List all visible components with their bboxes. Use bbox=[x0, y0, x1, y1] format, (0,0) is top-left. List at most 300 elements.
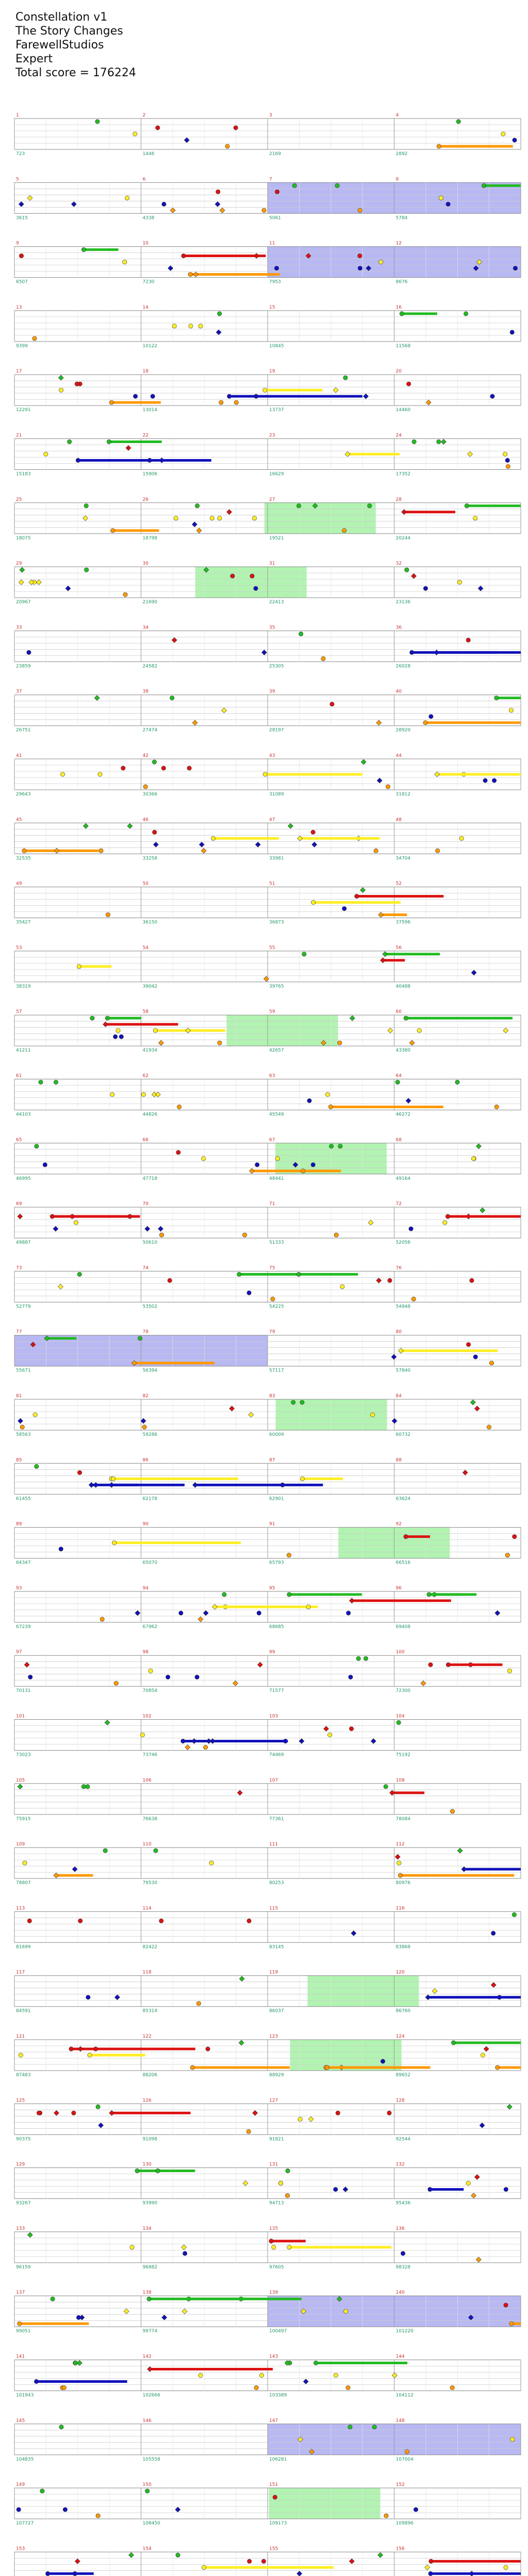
hopo-note bbox=[168, 266, 173, 271]
sustain-note bbox=[252, 1170, 341, 1172]
note bbox=[32, 336, 37, 341]
hopo-note bbox=[18, 1418, 23, 1423]
note bbox=[302, 952, 306, 956]
hopo-note bbox=[98, 2123, 104, 2128]
measure-number: 46 bbox=[142, 817, 148, 823]
measure-score: 14460 bbox=[395, 408, 411, 413]
sustain-note bbox=[215, 1605, 283, 1608]
measure-score: 102666 bbox=[142, 2393, 160, 2398]
note bbox=[406, 382, 410, 386]
note bbox=[473, 1355, 477, 1359]
measure-score: 99051 bbox=[16, 2329, 31, 2334]
measure-score: 72300 bbox=[395, 1688, 411, 1694]
note bbox=[81, 1785, 86, 1789]
note bbox=[153, 1028, 157, 1032]
hopo-note bbox=[378, 912, 384, 918]
hopo-note bbox=[255, 842, 260, 847]
note bbox=[278, 2181, 283, 2185]
hopo-note bbox=[19, 580, 24, 585]
sustain-note bbox=[149, 2298, 246, 2300]
measure-number: 134 bbox=[142, 2226, 152, 2231]
measure-score: 51333 bbox=[269, 1240, 284, 1246]
note bbox=[261, 2559, 266, 2563]
measure-number: 15 bbox=[269, 304, 275, 310]
note bbox=[195, 1675, 199, 1679]
note bbox=[43, 1163, 47, 1167]
measure-score: 58563 bbox=[16, 1432, 31, 1437]
hopo-note bbox=[237, 1790, 242, 1795]
measure-number: 131 bbox=[269, 2162, 278, 2167]
hopo-note bbox=[392, 2373, 397, 2378]
measure-score: 57117 bbox=[269, 1368, 284, 1374]
note bbox=[505, 1553, 509, 1557]
measure-score: 8676 bbox=[395, 279, 408, 285]
measure-score: 57840 bbox=[395, 1368, 411, 1374]
measure-score: 77361 bbox=[269, 1816, 284, 1822]
measure-score: 23859 bbox=[16, 664, 31, 669]
note bbox=[273, 2495, 277, 2499]
measure-number: 6 bbox=[142, 177, 146, 182]
measure-number: 156 bbox=[395, 2546, 405, 2552]
measure-number: 24 bbox=[395, 433, 402, 438]
hopo-note bbox=[298, 836, 303, 841]
note bbox=[88, 2053, 92, 2057]
measure-number: 40 bbox=[395, 689, 402, 694]
note bbox=[188, 272, 192, 276]
hopo-note bbox=[480, 2123, 485, 2128]
measure-number: 10 bbox=[142, 241, 148, 246]
note bbox=[338, 1144, 342, 1148]
measure-score: 95436 bbox=[395, 2200, 411, 2206]
hopo-note bbox=[105, 1720, 110, 1725]
measure-number: 130 bbox=[142, 2162, 152, 2167]
note bbox=[227, 394, 232, 398]
measure-number: 154 bbox=[142, 2546, 152, 2552]
note bbox=[457, 580, 461, 584]
measure-score: 65793 bbox=[269, 1560, 284, 1566]
measure-number: 116 bbox=[395, 1906, 405, 1911]
hopo-note bbox=[175, 2507, 180, 2512]
sustain-note bbox=[195, 1484, 323, 1486]
note bbox=[111, 1477, 115, 1481]
sustain-note bbox=[150, 2368, 273, 2370]
note bbox=[446, 202, 450, 206]
measure-number: 55 bbox=[269, 945, 275, 951]
measure-number: 17 bbox=[16, 369, 22, 375]
note bbox=[409, 650, 414, 654]
note bbox=[34, 2379, 38, 2383]
hopo-note bbox=[155, 1092, 160, 1097]
measure-number: 30 bbox=[142, 561, 148, 567]
hopo-note bbox=[432, 1989, 437, 1994]
hopo-note bbox=[229, 1406, 235, 1411]
hopo-note bbox=[350, 1015, 355, 1021]
note bbox=[287, 1553, 291, 1557]
measure-number: 76 bbox=[395, 1265, 402, 1271]
measure-number: 12 bbox=[395, 241, 402, 246]
note bbox=[84, 568, 88, 572]
measure-number: 145 bbox=[16, 2418, 25, 2424]
note bbox=[225, 144, 229, 148]
note bbox=[325, 2065, 329, 2070]
note bbox=[33, 1413, 37, 1417]
note bbox=[505, 458, 509, 462]
hopo-note bbox=[78, 2046, 83, 2052]
note bbox=[242, 1233, 246, 1237]
measure-number: 148 bbox=[395, 2418, 405, 2424]
note bbox=[427, 1592, 431, 1597]
sustain-note bbox=[79, 965, 111, 968]
note bbox=[404, 1016, 408, 1020]
sustain-note bbox=[213, 837, 279, 840]
measure-number: 67 bbox=[269, 1137, 275, 1143]
note bbox=[292, 183, 296, 188]
measure-number: 22 bbox=[142, 433, 148, 438]
note bbox=[346, 1611, 350, 1615]
measure-number: 126 bbox=[142, 2098, 152, 2104]
measure-score: 2892 bbox=[395, 151, 408, 157]
measure-number: 138 bbox=[142, 2290, 152, 2296]
note bbox=[409, 1227, 413, 1231]
measure-number: 122 bbox=[142, 2034, 152, 2039]
hopo-note bbox=[364, 394, 369, 399]
measure-number: 79 bbox=[269, 1329, 275, 1335]
measure-number: 146 bbox=[142, 2418, 152, 2424]
measure-number: 9 bbox=[16, 241, 19, 246]
note bbox=[247, 1919, 251, 1923]
hopo-note bbox=[127, 823, 133, 828]
sustain-note bbox=[192, 2066, 290, 2069]
measure-score: 54225 bbox=[269, 1304, 284, 1310]
note bbox=[67, 439, 71, 444]
sustain-note bbox=[184, 255, 266, 257]
hopo-note bbox=[109, 2110, 114, 2115]
note bbox=[234, 400, 238, 404]
sustain-note bbox=[114, 1541, 241, 1544]
note bbox=[423, 721, 427, 725]
sustain-note bbox=[300, 837, 380, 840]
measure-number: 28 bbox=[395, 497, 402, 502]
sustain-note bbox=[431, 2572, 521, 2575]
measure-score: 12291 bbox=[16, 408, 31, 413]
note bbox=[130, 2245, 134, 2249]
note bbox=[199, 324, 203, 328]
measure-number: 102 bbox=[142, 1714, 152, 1719]
hopo-note bbox=[145, 1226, 150, 1231]
measure-score: 91098 bbox=[142, 2137, 158, 2142]
measure-score: 80976 bbox=[395, 1880, 411, 1886]
measure-number: 132 bbox=[395, 2162, 405, 2167]
measure-score: 63624 bbox=[395, 1496, 411, 1502]
note bbox=[343, 376, 348, 380]
note bbox=[404, 1534, 408, 1538]
note bbox=[397, 1861, 401, 1865]
measure-score: 75192 bbox=[395, 1752, 411, 1758]
note bbox=[395, 1080, 400, 1084]
sustain-note bbox=[425, 721, 521, 724]
note bbox=[334, 2187, 338, 2191]
sustain-note bbox=[448, 1215, 521, 1218]
hopo-note bbox=[20, 567, 25, 572]
measure-number: 63 bbox=[269, 1073, 275, 1079]
measure-score: 80253 bbox=[269, 1880, 284, 1886]
note bbox=[159, 1919, 163, 1923]
sustain-note bbox=[150, 459, 180, 462]
measure-score: 49164 bbox=[395, 1176, 411, 1181]
measure-number: 50 bbox=[142, 881, 148, 887]
measure-score: 35427 bbox=[16, 920, 31, 925]
measure-number: 66 bbox=[142, 1137, 148, 1143]
note bbox=[510, 330, 514, 334]
hopo-note bbox=[192, 522, 197, 527]
hopo-note bbox=[398, 1348, 403, 1353]
hopo-note bbox=[288, 823, 293, 828]
hopo-note bbox=[192, 720, 197, 725]
sustain-note bbox=[48, 2572, 94, 2575]
note bbox=[86, 1995, 90, 1999]
measure-score: 60009 bbox=[269, 1432, 284, 1437]
measure-score: 101220 bbox=[395, 2329, 414, 2334]
measure-score: 10845 bbox=[269, 343, 284, 349]
note bbox=[494, 1105, 499, 1109]
note bbox=[349, 1726, 353, 1731]
measure-score: 2169 bbox=[269, 151, 281, 157]
note bbox=[397, 1720, 401, 1724]
note bbox=[62, 2385, 66, 2389]
note bbox=[504, 2187, 508, 2191]
measure-number: 56 bbox=[395, 945, 402, 951]
measure-number: 35 bbox=[269, 625, 275, 631]
measure-number: 72 bbox=[395, 1201, 402, 1207]
note bbox=[107, 439, 111, 444]
note bbox=[311, 830, 315, 834]
note bbox=[22, 849, 26, 853]
sustain-note bbox=[498, 2066, 521, 2069]
measure-score: 5061 bbox=[269, 215, 281, 221]
note bbox=[147, 458, 152, 462]
note bbox=[195, 504, 199, 508]
hopo-note bbox=[233, 1681, 238, 1686]
note bbox=[72, 2111, 76, 2115]
measure-score: 73746 bbox=[142, 1752, 158, 1758]
note bbox=[300, 1400, 304, 1404]
measure-number: 136 bbox=[395, 2226, 405, 2231]
measure-number: 31 bbox=[269, 561, 275, 567]
note bbox=[455, 1080, 459, 1084]
sustain-note bbox=[106, 1023, 178, 1026]
measure-number: 144 bbox=[395, 2354, 405, 2360]
measure-number: 92 bbox=[395, 1521, 402, 1527]
hopo-note bbox=[371, 1739, 376, 1744]
note bbox=[263, 772, 267, 776]
hopo-note bbox=[491, 1982, 496, 1988]
measure-number: 149 bbox=[16, 2482, 25, 2488]
note bbox=[133, 132, 137, 136]
hopo-note bbox=[388, 1028, 393, 1033]
sustain-note bbox=[90, 2054, 145, 2057]
measure-score: 26028 bbox=[395, 664, 411, 669]
sustain-note bbox=[448, 1664, 502, 1666]
hopo-note bbox=[476, 1144, 481, 1149]
note bbox=[145, 2489, 149, 2493]
measure-score: 69408 bbox=[395, 1624, 411, 1630]
note bbox=[206, 2047, 210, 2051]
note bbox=[296, 1272, 301, 1276]
hopo-note bbox=[349, 2558, 354, 2564]
measure-score: 93990 bbox=[142, 2200, 158, 2206]
measure-score: 96882 bbox=[142, 2264, 158, 2270]
note bbox=[384, 1785, 388, 1789]
hopo-note bbox=[18, 1784, 23, 1789]
note bbox=[299, 632, 303, 636]
note bbox=[45, 2571, 50, 2575]
measure-number: 133 bbox=[16, 2226, 25, 2231]
measure-number: 86 bbox=[142, 1458, 148, 1463]
measure-number: 77 bbox=[16, 1329, 22, 1335]
measure-score: 109173 bbox=[269, 2521, 287, 2527]
measure-number: 26 bbox=[142, 497, 148, 502]
note bbox=[143, 785, 147, 789]
note bbox=[428, 2571, 433, 2575]
sustain-note bbox=[402, 312, 437, 315]
measure-score: 75915 bbox=[16, 1816, 31, 1822]
hopo-note bbox=[103, 1022, 108, 1027]
measure-number: 120 bbox=[395, 1970, 405, 1975]
measure-number: 64 bbox=[395, 1073, 402, 1079]
note bbox=[172, 324, 176, 328]
note bbox=[280, 1483, 285, 1487]
measure-score: 33258 bbox=[142, 856, 158, 861]
sustain-note bbox=[406, 1535, 430, 1538]
measure-score: 86037 bbox=[269, 2008, 284, 2014]
note bbox=[386, 785, 390, 789]
note bbox=[271, 1297, 275, 1301]
note bbox=[255, 1163, 259, 1167]
note bbox=[237, 1272, 241, 1276]
note bbox=[450, 2385, 454, 2389]
measure-score: 34704 bbox=[395, 856, 411, 861]
note bbox=[154, 1849, 158, 1853]
measure-score: 36873 bbox=[269, 920, 284, 925]
sustain-note bbox=[404, 511, 455, 513]
measure-score: 90375 bbox=[16, 2137, 31, 2142]
measure-score: 83145 bbox=[269, 1944, 284, 1950]
note bbox=[187, 766, 191, 770]
measure-score: 1446 bbox=[142, 151, 155, 157]
sustain-note bbox=[52, 1215, 140, 1218]
note bbox=[437, 439, 441, 444]
measure-number: 100 bbox=[395, 1650, 405, 1655]
hopo-note bbox=[222, 708, 227, 713]
hopo-note bbox=[54, 1873, 59, 1878]
note bbox=[222, 1592, 226, 1597]
measure-number: 80 bbox=[395, 1329, 402, 1335]
measure-score: 32535 bbox=[16, 856, 31, 861]
hopo-note bbox=[461, 1867, 467, 1872]
note bbox=[414, 2507, 418, 2512]
sustain-note bbox=[437, 773, 521, 776]
measure-score: 74469 bbox=[269, 1752, 284, 1758]
hopo-note bbox=[495, 1611, 500, 1616]
note bbox=[364, 1656, 368, 1660]
note bbox=[103, 1849, 107, 1853]
note bbox=[109, 400, 113, 404]
note bbox=[285, 2193, 289, 2197]
note bbox=[140, 1733, 144, 1737]
note bbox=[398, 1873, 402, 1877]
sustain-note bbox=[484, 184, 521, 187]
hopo-note bbox=[53, 1226, 58, 1231]
measure-number: 25 bbox=[16, 497, 22, 502]
measure-number: 11 bbox=[269, 241, 275, 246]
measure-score: 96159 bbox=[16, 2264, 31, 2270]
hopo-note bbox=[220, 208, 225, 213]
note bbox=[512, 1912, 516, 1917]
hopo-note bbox=[457, 1848, 463, 1853]
hopo-note bbox=[27, 2232, 32, 2238]
note bbox=[77, 1272, 81, 1276]
note bbox=[159, 1233, 163, 1237]
note bbox=[343, 2309, 348, 2313]
measure-number: 141 bbox=[16, 2354, 25, 2360]
hopo-note bbox=[257, 1662, 262, 1667]
note bbox=[492, 778, 496, 783]
note bbox=[77, 1470, 81, 1475]
sustain-note bbox=[430, 2188, 464, 2191]
hopo-note bbox=[391, 1354, 397, 1360]
hopo-note bbox=[480, 1208, 485, 1213]
sustain-note bbox=[439, 145, 513, 148]
note bbox=[209, 1861, 213, 1865]
measure-number: 62 bbox=[142, 1073, 148, 1079]
note bbox=[116, 1028, 120, 1032]
star-power-region bbox=[226, 1015, 338, 1046]
hopo-note bbox=[411, 573, 416, 579]
note bbox=[417, 1028, 421, 1032]
sustain-note bbox=[265, 773, 362, 776]
note bbox=[133, 394, 137, 398]
note bbox=[321, 656, 325, 660]
measure-number: 69 bbox=[16, 1201, 22, 1207]
hopo-note bbox=[253, 2110, 258, 2115]
note bbox=[429, 715, 433, 719]
measure-number: 106 bbox=[142, 1777, 152, 1783]
note bbox=[27, 650, 31, 654]
note bbox=[435, 849, 439, 853]
note bbox=[218, 1041, 222, 1045]
measure-score: 15906 bbox=[142, 471, 158, 477]
measure-score: 85314 bbox=[142, 2008, 158, 2014]
measure-score: 61455 bbox=[16, 1496, 31, 1502]
hopo-note bbox=[19, 201, 24, 207]
song-title: Constellation v1 bbox=[15, 11, 108, 24]
measure-score: 86760 bbox=[395, 2008, 411, 2014]
sustain-note bbox=[289, 1593, 362, 1596]
hopo-note bbox=[425, 1995, 431, 2000]
note bbox=[275, 190, 279, 194]
note bbox=[506, 464, 510, 468]
star-power-region bbox=[307, 1976, 419, 2007]
measure-score: 92544 bbox=[395, 2137, 411, 2142]
note bbox=[358, 253, 362, 258]
sustain-note bbox=[383, 959, 405, 961]
measure-score: 20967 bbox=[16, 600, 31, 605]
measure-number: 78 bbox=[142, 1329, 148, 1335]
hopo-note bbox=[243, 2181, 248, 2186]
note bbox=[81, 247, 86, 251]
note bbox=[387, 2111, 391, 2115]
measure-score: 28920 bbox=[395, 727, 411, 733]
